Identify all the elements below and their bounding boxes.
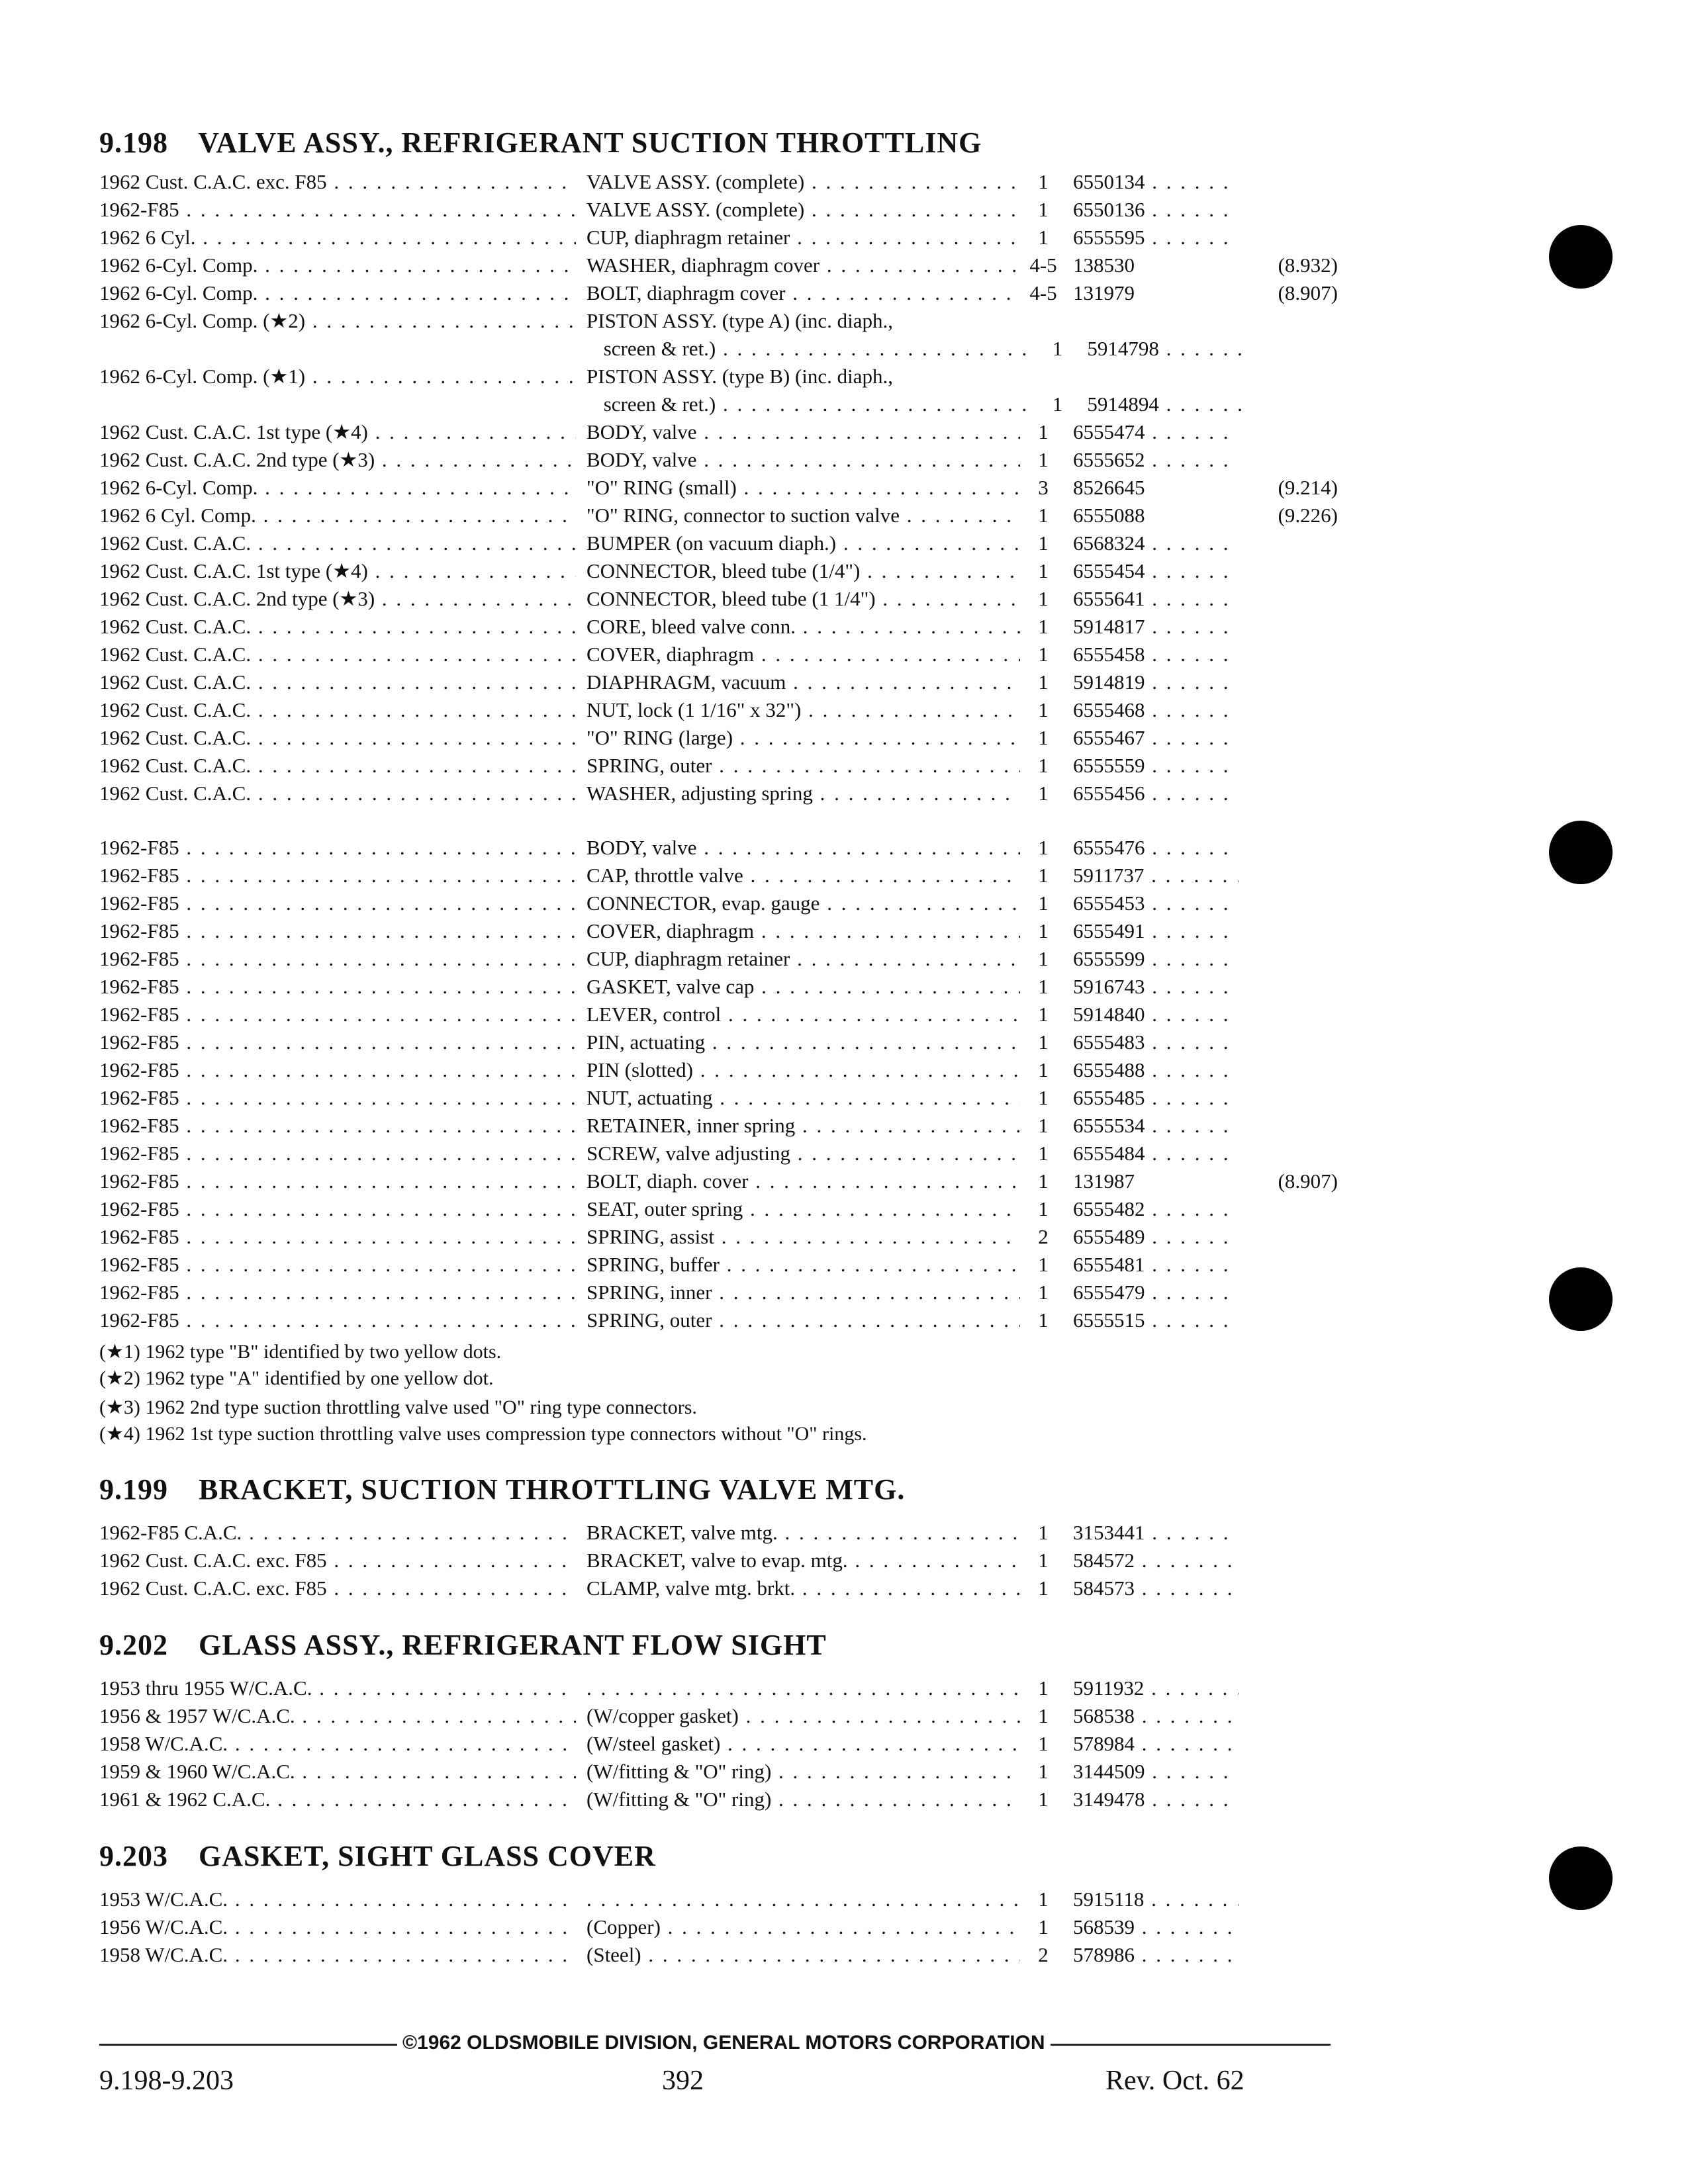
- part-row: [99, 975, 1350, 1003]
- description-cell: CLAMP, valve mtg. brkt. . . .: [586, 1576, 1020, 1600]
- part-row: [99, 504, 1350, 531]
- part-row: [99, 1732, 1350, 1760]
- quantity-cell: 1: [1038, 1308, 1049, 1332]
- copyright-notice: ©1962 OLDSMOBILE DIVISION, GENERAL MOTORS CORPORATION: [397, 2032, 1051, 2054]
- quantity-cell: 1: [1038, 1549, 1049, 1572]
- description-cell: (W/copper gasket) . . .: [586, 1704, 1020, 1728]
- quantity-cell: 1: [1038, 1915, 1049, 1938]
- description-cell: "O" RING (small) . . .: [586, 476, 1020, 500]
- part-number-cell: 5914819 . . .: [1066, 670, 1239, 694]
- part-number-cell: 584572 . . .: [1066, 1549, 1239, 1572]
- part-row: [99, 531, 1350, 559]
- part-number-cell: 6555491 . . .: [1066, 919, 1239, 943]
- application-cell: 1962 Cust. C.A.C. 2nd type (★3) . . .: [99, 448, 576, 472]
- description-cell: BRACKET, valve mtg. . . .: [586, 1521, 1020, 1545]
- description-cell: CONNECTOR, bleed tube (1 1/4") . . .: [586, 587, 1020, 611]
- part-number-cell: 6555482 . . .: [1066, 1197, 1239, 1221]
- part-number-cell: 5911737 . . .: [1066, 864, 1239, 887]
- description-cell: SPRING, assist . . .: [586, 1225, 1020, 1249]
- part-row: [99, 1225, 1350, 1253]
- reference-cell: (8.907): [1278, 281, 1338, 304]
- part-row: [99, 1086, 1350, 1114]
- part-row: [99, 253, 1350, 281]
- part-row: [99, 1788, 1350, 1815]
- quantity-cell: 1: [1038, 198, 1049, 221]
- quantity-cell: 1: [1038, 1086, 1049, 1109]
- part-number-cell: 6555488 . . .: [1066, 1058, 1239, 1082]
- description-cell: PISTON ASSY. (type B) (inc. diaph.,: [586, 365, 894, 388]
- description-cell: CONNECTOR, bleed tube (1/4") . . .: [586, 559, 1020, 583]
- part-row: [99, 1915, 1350, 1943]
- part-row: [99, 615, 1350, 643]
- quantity-cell: 1: [1038, 1003, 1049, 1026]
- part-row: [99, 448, 1350, 476]
- parts-list: [99, 1888, 1350, 1971]
- section-9-203: [99, 1839, 1350, 1971]
- section-number: 9.198: [99, 126, 168, 159]
- section-title: VALVE ASSY., REFRIGERANT SUCTION THROTTLING: [198, 126, 982, 159]
- part-row: [99, 365, 1350, 392]
- part-row: [99, 782, 1350, 809]
- application-cell: 1956 & 1957 W/C.A.C. . . .: [99, 1704, 576, 1728]
- application-cell: 1962 Cust. C.A.C. 2nd type (★3) . . .: [99, 587, 576, 611]
- section-title: GASKET, SIGHT GLASS COVER: [199, 1840, 656, 1872]
- application-cell: 1962-F85 . . .: [99, 975, 576, 999]
- application-cell: 1962 6-Cyl. Comp. (★2) . . .: [99, 309, 576, 333]
- application-cell: 1962 6 Cyl. . . .: [99, 226, 576, 250]
- part-row: [99, 919, 1350, 947]
- part-row: [99, 170, 1350, 198]
- description-cell: DIAPHRAGM, vacuum . . .: [586, 670, 1020, 694]
- application-cell: 1962 6-Cyl. Comp. . . .: [99, 476, 576, 500]
- part-number-cell: 5911932 . . .: [1066, 1676, 1239, 1700]
- description-cell: "O" RING, connector to suction valve . . .: [586, 504, 1020, 527]
- page-number: 392: [662, 2066, 704, 2096]
- footnote: (★2) 1962 type "A" identified by one yellow dot.: [99, 1367, 494, 1389]
- quantity-cell: 1: [1038, 864, 1049, 887]
- description-cell: BUMPER (on vacuum diaph.) . . .: [586, 531, 1020, 555]
- section-heading: [99, 1628, 1350, 1662]
- description-cell: VALVE ASSY. (complete) . . .: [586, 198, 1020, 222]
- quantity-cell: 1: [1038, 782, 1049, 805]
- part-row: [99, 198, 1350, 226]
- section-number: 9.199: [99, 1473, 168, 1506]
- quantity-cell: 1: [1038, 1253, 1049, 1276]
- description-cell: CUP, diaphragm retainer . . .: [586, 947, 1020, 971]
- part-number-cell: 6555453 . . .: [1066, 891, 1239, 915]
- quantity-cell: 1: [1038, 531, 1049, 555]
- application-cell: 1962 Cust. C.A.C. . . .: [99, 754, 576, 778]
- part-row: [99, 643, 1350, 670]
- application-cell: 1962 Cust. C.A.C. . . .: [99, 670, 576, 694]
- description-cell: screen & ret.) . . .: [584, 392, 1035, 416]
- application-cell: 1962 6-Cyl. Comp. (★1) . . .: [99, 365, 576, 388]
- quantity-cell: 1: [1038, 1676, 1049, 1700]
- part-number-cell: 8526645: [1073, 476, 1145, 499]
- application-cell: 1961 & 1962 C.A.C. . . .: [99, 1788, 576, 1811]
- description-cell: (W/fitting & "O" ring) . . .: [586, 1760, 1020, 1784]
- quantity-cell: 1: [1038, 975, 1049, 998]
- quantity-cell: 1: [1038, 226, 1049, 249]
- description-cell: screen & ret.) . . .: [584, 337, 1035, 361]
- application-cell: 1962-F85 . . .: [99, 1142, 576, 1165]
- part-row: [99, 1308, 1350, 1336]
- description-cell: CUP, diaphragm retainer . . .: [586, 226, 1020, 250]
- description-cell: NUT, lock (1 1/16" x 32") . . .: [586, 698, 1020, 722]
- description-cell: BOLT, diaphragm cover . . .: [586, 281, 1020, 305]
- application-cell: 1962 Cust. C.A.C. . . .: [99, 782, 576, 805]
- section-heading: [99, 1839, 1350, 1873]
- quantity-cell: 1: [1038, 1169, 1049, 1193]
- description-cell: COVER, diaphragm . . .: [586, 643, 1020, 666]
- application-cell: 1962-F85 . . .: [99, 1058, 576, 1082]
- part-number-cell: 578984 . . .: [1066, 1732, 1239, 1756]
- description-cell: [586, 1676, 1020, 1700]
- application-cell: 1962-F85 . . .: [99, 1086, 576, 1110]
- application-cell: 1962-F85 . . .: [99, 1003, 576, 1026]
- section-9-199: [99, 1473, 1350, 1604]
- application-cell: 1962-F85 . . .: [99, 1169, 576, 1193]
- application-cell: 1958 W/C.A.C. . . .: [99, 1943, 576, 1967]
- part-number-cell: 6555485 . . .: [1066, 1086, 1239, 1110]
- parts-catalog-page: [99, 113, 1350, 1971]
- binder-hole: [1549, 1846, 1613, 1910]
- quantity-cell: 1: [1038, 559, 1049, 582]
- description-cell: SCREW, valve adjusting . . .: [586, 1142, 1020, 1165]
- application-cell: 1962 6 Cyl. Comp. . . .: [99, 504, 576, 527]
- quantity-cell: 1: [1038, 1576, 1049, 1600]
- application-cell: 1962-F85 . . .: [99, 1281, 576, 1304]
- quantity-cell: 4-5: [1029, 281, 1057, 304]
- quantity-cell: 1: [1038, 836, 1049, 859]
- part-row: [99, 1253, 1350, 1281]
- quantity-cell: 1: [1052, 337, 1063, 360]
- part-number-cell: 6555468 . . .: [1066, 698, 1239, 722]
- application-cell: 1962 Cust. C.A.C. . . .: [99, 698, 576, 722]
- part-number-cell: 5914817 . . .: [1066, 615, 1239, 639]
- description-cell: (W/steel gasket) . . .: [586, 1732, 1020, 1756]
- description-cell: LEVER, control . . .: [586, 1003, 1020, 1026]
- application-cell: 1956 W/C.A.C. . . .: [99, 1915, 576, 1939]
- part-number-cell: 6555595 . . .: [1066, 226, 1239, 250]
- description-cell: CORE, bleed valve conn. . . .: [586, 615, 1020, 639]
- section-9-202: [99, 1628, 1350, 1815]
- description-cell: "O" RING (large) . . .: [586, 726, 1020, 750]
- part-row: [99, 1943, 1350, 1971]
- part-number-cell: 6555652 . . .: [1066, 448, 1239, 472]
- part-number-cell: 6555467 . . .: [1066, 726, 1239, 750]
- part-number-cell: 6555483 . . .: [1066, 1030, 1239, 1054]
- description-cell: WASHER, diaphragm cover . . .: [586, 253, 1020, 277]
- part-row: [99, 1197, 1350, 1225]
- quantity-cell: 1: [1038, 1760, 1049, 1783]
- footnote: (★4) 1962 1st type suction throttling valve uses compression type connectors without "O" rings.: [99, 1423, 867, 1445]
- description-cell: (Copper) . . .: [586, 1915, 1020, 1939]
- quantity-cell: 1: [1038, 504, 1049, 527]
- description-cell: PIN (slotted) . . .: [586, 1058, 1020, 1082]
- part-number-cell: 6555641 . . .: [1066, 587, 1239, 611]
- description-cell: BODY, valve . . .: [586, 420, 1020, 444]
- description-cell: GASKET, valve cap . . .: [586, 975, 1020, 999]
- reference-cell: (9.226): [1278, 504, 1338, 527]
- part-number-cell: 5916743 . . .: [1066, 975, 1239, 999]
- part-number-cell: 6550134 . . .: [1066, 170, 1239, 194]
- section-range: 9.198-9.203: [99, 2066, 234, 2096]
- section-title: GLASS ASSY., REFRIGERANT FLOW SIGHT: [199, 1629, 827, 1661]
- quantity-cell: 1: [1038, 726, 1049, 749]
- application-cell: 1962 6-Cyl. Comp. . . .: [99, 281, 576, 305]
- parts-list: [99, 1676, 1350, 1815]
- part-number-cell: 3149478 . . .: [1066, 1788, 1239, 1811]
- quantity-cell: 1: [1038, 1114, 1049, 1137]
- reference-cell: (9.214): [1278, 476, 1338, 499]
- part-number-cell: 6555534 . . .: [1066, 1114, 1239, 1138]
- application-cell: 1962-F85 . . .: [99, 1114, 576, 1138]
- description-cell: SPRING, outer . . .: [586, 1308, 1020, 1332]
- application-cell: 1962-F85 . . .: [99, 1253, 576, 1277]
- reference-cell: (8.932): [1278, 253, 1338, 277]
- part-row: [99, 1549, 1350, 1576]
- quantity-cell: 1: [1038, 615, 1049, 638]
- part-number-cell: 6555476 . . .: [1066, 836, 1239, 860]
- description-cell: PIN, actuating . . .: [586, 1030, 1020, 1054]
- description-cell: (Steel) . . .: [586, 1943, 1020, 1967]
- application-cell: 1962-F85 . . .: [99, 1197, 576, 1221]
- part-row: [99, 281, 1350, 309]
- footnote: (★3) 1962 2nd type suction throttling valve used "O" ring type connectors.: [99, 1396, 697, 1418]
- part-number-cell: 5914894 . . .: [1080, 392, 1252, 416]
- part-row: [99, 309, 1350, 337]
- description-cell: SPRING, buffer . . .: [586, 1253, 1020, 1277]
- description-cell: [586, 1888, 1020, 1911]
- application-cell: 1962-F85 . . .: [99, 864, 576, 887]
- application-cell: 1962 6-Cyl. Comp. . . .: [99, 253, 576, 277]
- part-number-cell: 5914840 . . .: [1066, 1003, 1239, 1026]
- part-number-cell: 6550136 . . .: [1066, 198, 1239, 222]
- quantity-cell: 1: [1038, 1197, 1049, 1220]
- part-number-cell: 568539 . . .: [1066, 1915, 1239, 1939]
- description-cell: PISTON ASSY. (type A) (inc. diaph.,: [586, 309, 894, 332]
- footnote: (★1) 1962 type "B" identified by two yellow dots.: [99, 1341, 502, 1363]
- part-row: [99, 559, 1350, 587]
- section-title: BRACKET, SUCTION THROTTLING VALVE MTG.: [199, 1473, 906, 1506]
- application-cell: 1959 & 1960 W/C.A.C. . . .: [99, 1760, 576, 1784]
- application-cell: 1962-F85 C.A.C. . . .: [99, 1521, 576, 1545]
- section-number: 9.202: [99, 1629, 168, 1661]
- part-number-cell: 5915118 . . .: [1066, 1888, 1239, 1911]
- quantity-cell: 1: [1038, 698, 1049, 721]
- part-row: [99, 1704, 1350, 1732]
- part-row: [99, 1003, 1350, 1030]
- part-number-cell: 5914798 . . .: [1080, 337, 1252, 361]
- part-row: [99, 754, 1350, 782]
- part-row: [99, 1760, 1350, 1788]
- part-number-cell: 3144509 . . .: [1066, 1760, 1239, 1784]
- revision-date: Rev. Oct. 62: [1105, 2066, 1244, 2096]
- quantity-cell: 1: [1038, 1281, 1049, 1304]
- description-cell: RETAINER, inner spring . . .: [586, 1114, 1020, 1138]
- part-number-cell: 131979: [1073, 281, 1135, 304]
- description-cell: CAP, throttle valve . . .: [586, 864, 1020, 887]
- footnotes: [99, 1340, 1350, 1449]
- part-number-cell: 3153441 . . .: [1066, 1521, 1239, 1545]
- part-row: [99, 1521, 1350, 1549]
- description-cell: BOLT, diaph. cover . . .: [586, 1169, 1020, 1193]
- quantity-cell: 1: [1038, 947, 1049, 970]
- parts-list: [99, 170, 1350, 809]
- part-number-cell: 6555456 . . .: [1066, 782, 1239, 805]
- section-9-198: [99, 126, 1350, 1449]
- application-cell: 1962 Cust. C.A.C. 1st type (★4) . . .: [99, 420, 576, 444]
- description-cell: COVER, diaphragm . . .: [586, 919, 1020, 943]
- part-row: [99, 337, 1350, 365]
- application-cell: 1953 W/C.A.C. . . .: [99, 1888, 576, 1911]
- part-row: [99, 587, 1350, 615]
- application-cell: 1962-F85 . . .: [99, 836, 576, 860]
- quantity-cell: 1: [1038, 587, 1049, 610]
- part-number-cell: 6555515 . . .: [1066, 1308, 1239, 1332]
- part-row: [99, 226, 1350, 253]
- part-number-cell: 6555458 . . .: [1066, 643, 1239, 666]
- part-row: [99, 1281, 1350, 1308]
- part-row: [99, 476, 1350, 504]
- quantity-cell: 4-5: [1029, 253, 1057, 277]
- quantity-cell: 3: [1038, 476, 1049, 499]
- quantity-cell: 1: [1038, 1521, 1049, 1544]
- application-cell: 1958 W/C.A.C. . . .: [99, 1732, 576, 1756]
- section-number: 9.203: [99, 1840, 168, 1872]
- part-row: [99, 1169, 1350, 1197]
- application-cell: 1962 Cust. C.A.C. . . .: [99, 643, 576, 666]
- part-number-cell: 568538 . . .: [1066, 1704, 1239, 1728]
- application-cell: 1962-F85 . . .: [99, 1225, 576, 1249]
- part-row: [99, 698, 1350, 726]
- part-number-cell: 131987: [1073, 1169, 1135, 1193]
- part-number-cell: 6555484 . . .: [1066, 1142, 1239, 1165]
- quantity-cell: 1: [1038, 1788, 1049, 1811]
- part-number-cell: 6555481 . . .: [1066, 1253, 1239, 1277]
- part-row: [99, 1058, 1350, 1086]
- reference-cell: (8.907): [1278, 1169, 1338, 1193]
- application-cell: 1962 Cust. C.A.C. exc. F85 . . .: [99, 170, 576, 194]
- quantity-cell: 2: [1038, 1943, 1049, 1966]
- part-number-cell: 6555489 . . .: [1066, 1225, 1239, 1249]
- part-row: [99, 1030, 1350, 1058]
- quantity-cell: 1: [1038, 1732, 1049, 1755]
- application-cell: 1953 thru 1955 W/C.A.C. . . .: [99, 1676, 576, 1700]
- binder-hole: [1549, 1267, 1613, 1331]
- application-cell: 1962-F85 . . .: [99, 919, 576, 943]
- application-cell: 1962-F85 . . .: [99, 947, 576, 971]
- part-number-cell: 6555599 . . .: [1066, 947, 1239, 971]
- part-row: [99, 864, 1350, 891]
- part-row: [99, 1676, 1350, 1704]
- description-cell: SPRING, inner . . .: [586, 1281, 1020, 1304]
- part-number-cell: 138530: [1073, 253, 1135, 277]
- part-number-cell: 6555454 . . .: [1066, 559, 1239, 583]
- quantity-cell: 1: [1038, 1704, 1049, 1727]
- application-cell: 1962-F85 . . .: [99, 891, 576, 915]
- section-heading: [99, 126, 1350, 159]
- part-number-cell: 6555474 . . .: [1066, 420, 1239, 444]
- binder-hole: [1549, 225, 1613, 289]
- description-cell: (W/fitting & "O" ring) . . .: [586, 1788, 1020, 1811]
- description-cell: VALVE ASSY. (complete) . . .: [586, 170, 1020, 194]
- description-cell: BODY, valve . . .: [586, 836, 1020, 860]
- part-number-cell: 578986 . . .: [1066, 1943, 1239, 1967]
- part-row: [99, 836, 1350, 864]
- application-cell: 1962 Cust. C.A.C. . . .: [99, 726, 576, 750]
- part-row: [99, 947, 1350, 975]
- quantity-cell: 1: [1038, 919, 1049, 942]
- part-number-cell: 6555559 . . .: [1066, 754, 1239, 778]
- application-cell: 1962 Cust. C.A.C. . . .: [99, 615, 576, 639]
- quantity-cell: 1: [1038, 1142, 1049, 1165]
- description-cell: SEAT, outer spring . . .: [586, 1197, 1020, 1221]
- part-row: [99, 420, 1350, 448]
- application-cell: 1962 Cust. C.A.C. . . .: [99, 531, 576, 555]
- quantity-cell: 1: [1038, 1888, 1049, 1911]
- quantity-cell: 1: [1038, 420, 1049, 443]
- binder-hole: [1549, 821, 1613, 884]
- part-number-cell: 6555479 . . .: [1066, 1281, 1239, 1304]
- quantity-cell: 2: [1038, 1225, 1049, 1248]
- quantity-cell: 1: [1038, 448, 1049, 471]
- part-row: [99, 392, 1350, 420]
- description-cell: SPRING, outer . . .: [586, 754, 1020, 778]
- part-row: [99, 726, 1350, 754]
- quantity-cell: 1: [1038, 1058, 1049, 1081]
- part-number-cell: 6568324 . . .: [1066, 531, 1239, 555]
- quantity-cell: 1: [1038, 170, 1049, 193]
- part-row: [99, 1114, 1350, 1142]
- description-cell: BRACKET, valve to evap. mtg. . . .: [586, 1549, 1020, 1572]
- quantity-cell: 1: [1038, 643, 1049, 666]
- application-cell: 1962 Cust. C.A.C. exc. F85 . . .: [99, 1549, 576, 1572]
- quantity-cell: 1: [1052, 392, 1063, 416]
- parts-list-f85: [99, 836, 1350, 1336]
- quantity-cell: 1: [1038, 670, 1049, 694]
- description-cell: WASHER, adjusting spring . . .: [586, 782, 1020, 805]
- part-row: [99, 1142, 1350, 1169]
- part-row: [99, 1888, 1350, 1915]
- parts-list: [99, 1521, 1350, 1604]
- quantity-cell: 1: [1038, 891, 1049, 915]
- part-row: [99, 1576, 1350, 1604]
- application-cell: 1962 Cust. C.A.C. exc. F85 . . .: [99, 1576, 576, 1600]
- application-cell: 1962-F85 . . .: [99, 1030, 576, 1054]
- application-cell: 1962 Cust. C.A.C. 1st type (★4) . . .: [99, 559, 576, 583]
- quantity-cell: 1: [1038, 754, 1049, 777]
- part-number-cell: 6555088: [1073, 504, 1145, 527]
- part-row: [99, 670, 1350, 698]
- quantity-cell: 1: [1038, 1030, 1049, 1054]
- part-number-cell: 584573 . . .: [1066, 1576, 1239, 1600]
- section-heading: [99, 1473, 1350, 1506]
- application-cell: 1962-F85 . . .: [99, 1308, 576, 1332]
- description-cell: BODY, valve . . .: [586, 448, 1020, 472]
- part-row: [99, 891, 1350, 919]
- description-cell: CONNECTOR, evap. gauge . . .: [586, 891, 1020, 915]
- description-cell: NUT, actuating . . .: [586, 1086, 1020, 1110]
- application-cell: 1962-F85 . . .: [99, 198, 576, 222]
